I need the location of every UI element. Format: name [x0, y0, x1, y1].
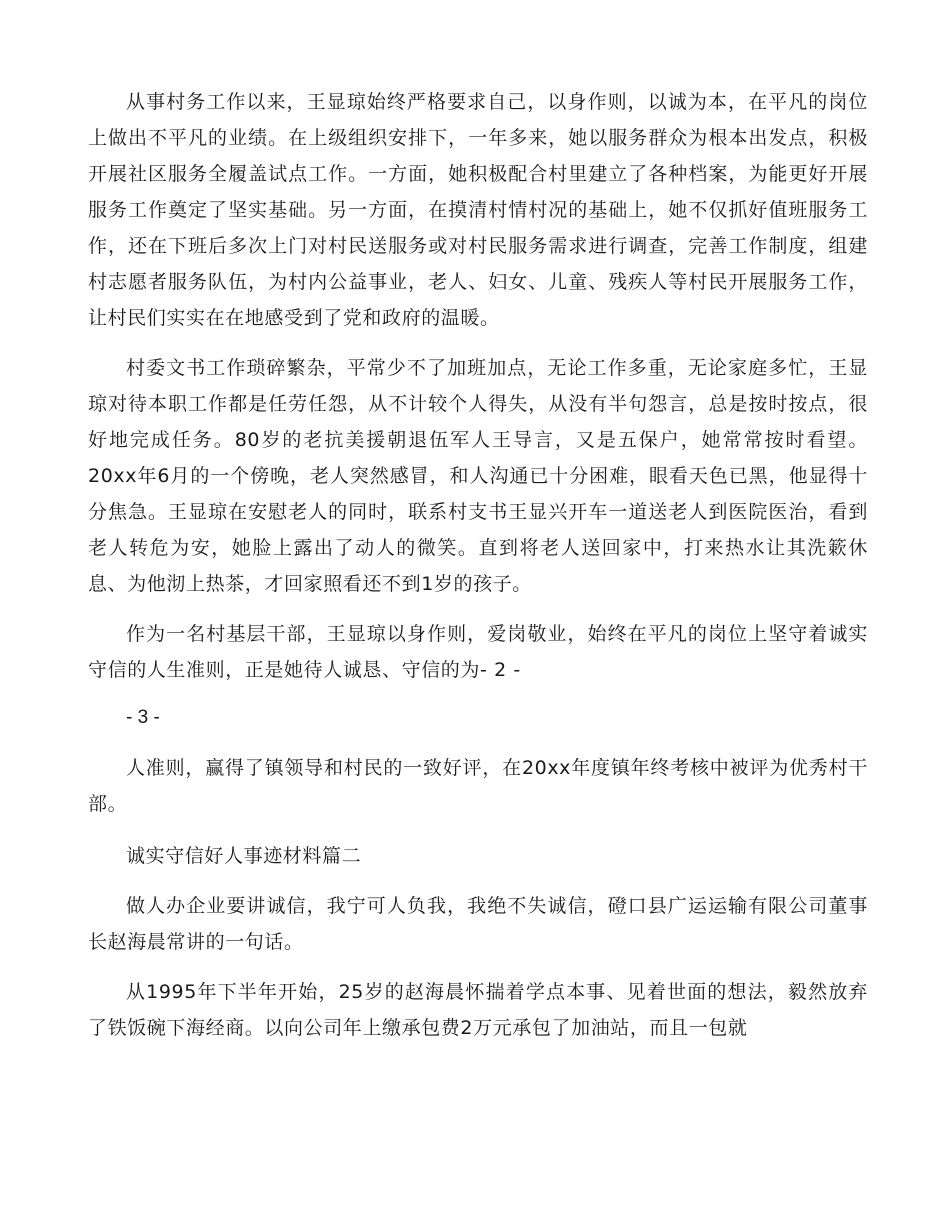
paragraph-evaluation: 人准则，赢得了镇领导和村民的一致好评，在20xx年度镇年终考核中被评为优秀村干部。 — [88, 757, 868, 815]
paragraph-clerk-duties: 村委文书工作琐碎繁杂，平常少不了加班加点，无论工作多重，无论家庭多忙，王显琼对待本职工作都是任劳任怨，从不计较个人得失，从没有半句怨言，总是按时按点，很好地完成任务。80岁的老抗美援朝退伍军人王导言，又是五保户，她常常按时看望。20xx年6月的一个傍晚，老人突然感冒，和人沟通已十分困难，眼看天色已黑，他显得十分焦急。王显琼在安慰老人的同时，联系村支书王显兴开车一道送老人到医院医治，看到老人转危为安，她脸上露出了动人的微笑。直到将老人送回家中，打来热水让其洗簌休息、为他沏上热茶，才回家照看还不到1岁的孩子。 — [88, 357, 868, 595]
paragraph-integrity-quote: 做人办企业要讲诚信，我宁可人负我，我绝不失诚信，磴口县广运运输有限公司董事长赵海晨常讲的一句话。 — [88, 895, 868, 953]
section-heading: 诚实守信好人事迹材料篇二 — [126, 845, 362, 867]
paragraph-business-history: 从1995年下半年开始，25岁的赵海晨怀揣着学点本事、见着世面的想法，毅然放弃了铁饭碗下海经商。以向公司年上缴承包费2万元承包了加油站，而且一包就 — [88, 981, 868, 1039]
page-number: - 3 - — [126, 707, 160, 728]
paragraph-work-record: 从事村务工作以来，王显琼始终严格要求自己，以身作则，以诚为本，在平凡的岗位上做出不平凡的业绩。在上级组织安排下，一年多来，她以服务群众为根本出发点，积极开展社区服务全履盖试点工作。一方面，她积极配合村里建立了各种档案，为能更好开展服务工作奠定了坚实基础。另一方面，在摸清村情村况的基础上，她不仅抓好值班服务工作，还在下班后多次上门对村民送服务或对村民服务需求进行调查，完善工作制度，组建村志愿者服务队伍，为村内公益事业，老人、妇女、儿童、残疾人等村民开展服务工作，让村民们实实在在地感受到了党和政府的温暖。 — [88, 91, 868, 329]
document-page — [88, 84, 868, 1046]
paragraph-grassroots-cadre: 作为一名村基层干部，王显琼以身作则，爱岗敬业，始终在平凡的岗位上坚守着诚实守信的人生准则，正是她待人诚恳、守信的为- 2 - — [88, 623, 868, 681]
